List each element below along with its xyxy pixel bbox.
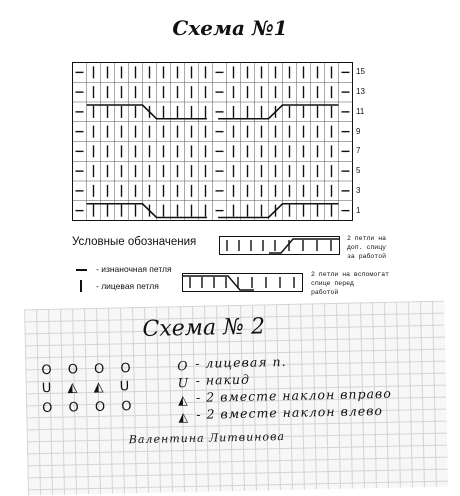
- row-number: 15: [356, 67, 365, 77]
- row-number: 9: [356, 126, 361, 136]
- row-number: 13: [356, 87, 365, 97]
- legend-title: Условные обозначения: [72, 236, 197, 248]
- pattern-row-2: U ◭ ◭ U: [41, 379, 136, 397]
- row-number: 1: [356, 205, 361, 215]
- cable-cross: [87, 105, 207, 119]
- cable-cross: [87, 204, 207, 218]
- legend2-symbol-3: ◭: [177, 391, 189, 408]
- legend2-text-1: - лицевая п.: [195, 353, 287, 371]
- cable-cross: [218, 105, 338, 119]
- scheme1-chart: [72, 62, 354, 222]
- cable-front-sample: [182, 273, 304, 293]
- legend2-symbol-4: ◭: [178, 408, 190, 425]
- purl-label: - изнаночная петля: [96, 264, 172, 274]
- signature: Валентина Литвинова: [128, 429, 286, 447]
- row-number: 11: [356, 106, 365, 116]
- scheme2-title: Схема № 2: [142, 314, 266, 342]
- row-number: 7: [356, 146, 361, 156]
- scheme2-sheet: [24, 301, 448, 496]
- note-front: 2 петли на вспомогат спице перед работой: [311, 271, 390, 296]
- cable-behind-sample: [219, 236, 341, 256]
- legend2-symbol-2: U: [177, 374, 190, 391]
- chart-grid: [73, 63, 353, 221]
- row-number: 3: [356, 185, 361, 195]
- note-behind: 2 петли на доп. спицу за работой: [347, 235, 387, 260]
- pattern-row-3: O O O O: [42, 399, 138, 417]
- purl-symbol: [76, 269, 87, 271]
- row-number: 5: [356, 166, 361, 176]
- knit-label: - лицевая петля: [96, 281, 159, 291]
- pattern-row-1: O O O O: [41, 361, 137, 379]
- cable-cross: [218, 204, 338, 218]
- legend2-text-4: - 2 вместе наклон влево: [196, 402, 384, 422]
- legend2-text-2: - накид: [195, 371, 251, 388]
- knit-symbol: [80, 280, 82, 292]
- legend2-text-3: - 2 вместе наклон вправо: [195, 385, 392, 405]
- legend2-symbol-1: O: [177, 357, 189, 374]
- scheme1-title: Схема №1: [172, 16, 288, 40]
